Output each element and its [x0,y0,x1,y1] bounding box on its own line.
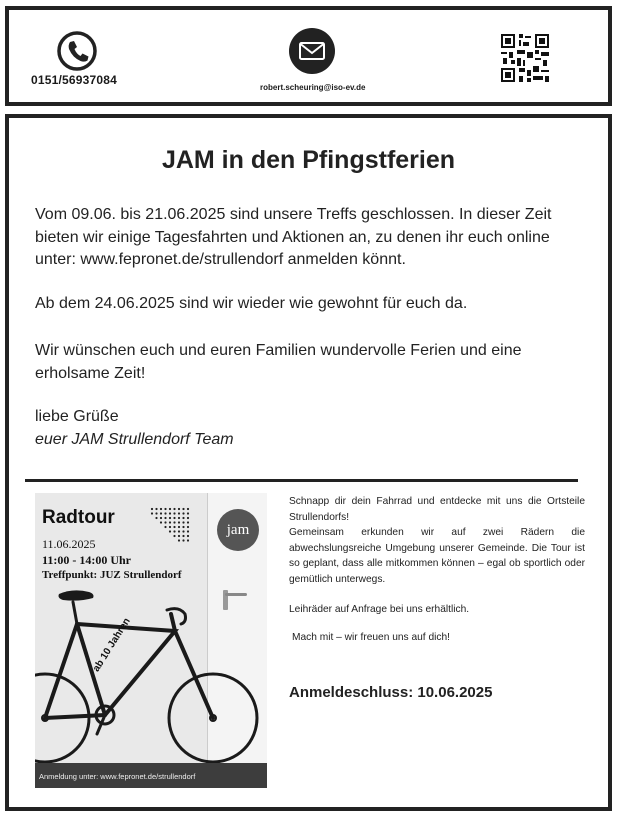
greeting: liebe Grüße [35,408,119,425]
poster-time: 11:00 - 14:00 Uhr [42,553,131,567]
announcement-box [5,114,612,811]
wishes-paragraph: Wir wünschen euch und euren Familien wundervolle Ferien und eine erholsame Zeit! [35,342,522,382]
page-title: JAM in den Pfingstferien [161,146,456,174]
call-to-action: Mach mit – wir freuen uns auf dich! [292,632,450,643]
mail-icon [288,27,336,75]
poster-date: 11.06.2025 [42,537,96,551]
signature: euer JAM Strullendorf Team [35,431,234,448]
dot-pattern-icon [150,507,190,545]
reopening-paragraph: Ab dem 24.06.2025 sind wir wieder wie gewohnt für euch da. [35,295,468,312]
bicycle-image [35,588,267,768]
radtour-poster [35,493,267,788]
divider [25,479,578,482]
jam-logo: jam [217,509,259,551]
closure-paragraph: Vom 09.06. bis 21.06.2025 sind unsere Treffs geschlossen. In dieser Zeit bieten wir einige Tagesfahrten und Aktionen an, zu denen ihr euch online unter: www.fepronet.de/strullendorf anmelden könnt. [35,206,552,268]
age-badge: ab 10 Jahren [91,616,133,674]
phone-number: 0151/56937084 [31,73,118,87]
poster-meeting-point: Treffpunkt: JUZ Strullendorf [42,569,182,581]
contact-box [5,6,612,106]
email-address: robert.scheuring@iso-ev.de [260,83,366,92]
poster-title: Radtour [42,507,115,528]
tour-intro: Schnapp dir dein Fahrrad und entdecke mit uns die Ortsteile Strullendorfs! [289,496,585,523]
registration-deadline: Anmeldeschluss: 10.06.2025 [289,684,493,701]
bike-rental-note: Leihräder auf Anfrage bei uns erhältlich. [289,604,470,615]
qr-code-icon [501,34,549,82]
phone-icon [56,30,98,72]
poster-registration: Anmeldung unter: www.fepronet.de/strullendorf [39,772,196,781]
tour-description: Gemeinsam erkunden wir auf zwei Rädern die abwechslungsreiche Umgebung unserer Gemeinde. Die Tour ist so geplant, dass alle mitkommen können – egal ob sportlich oder gemütlich unterwegs. [289,527,585,585]
